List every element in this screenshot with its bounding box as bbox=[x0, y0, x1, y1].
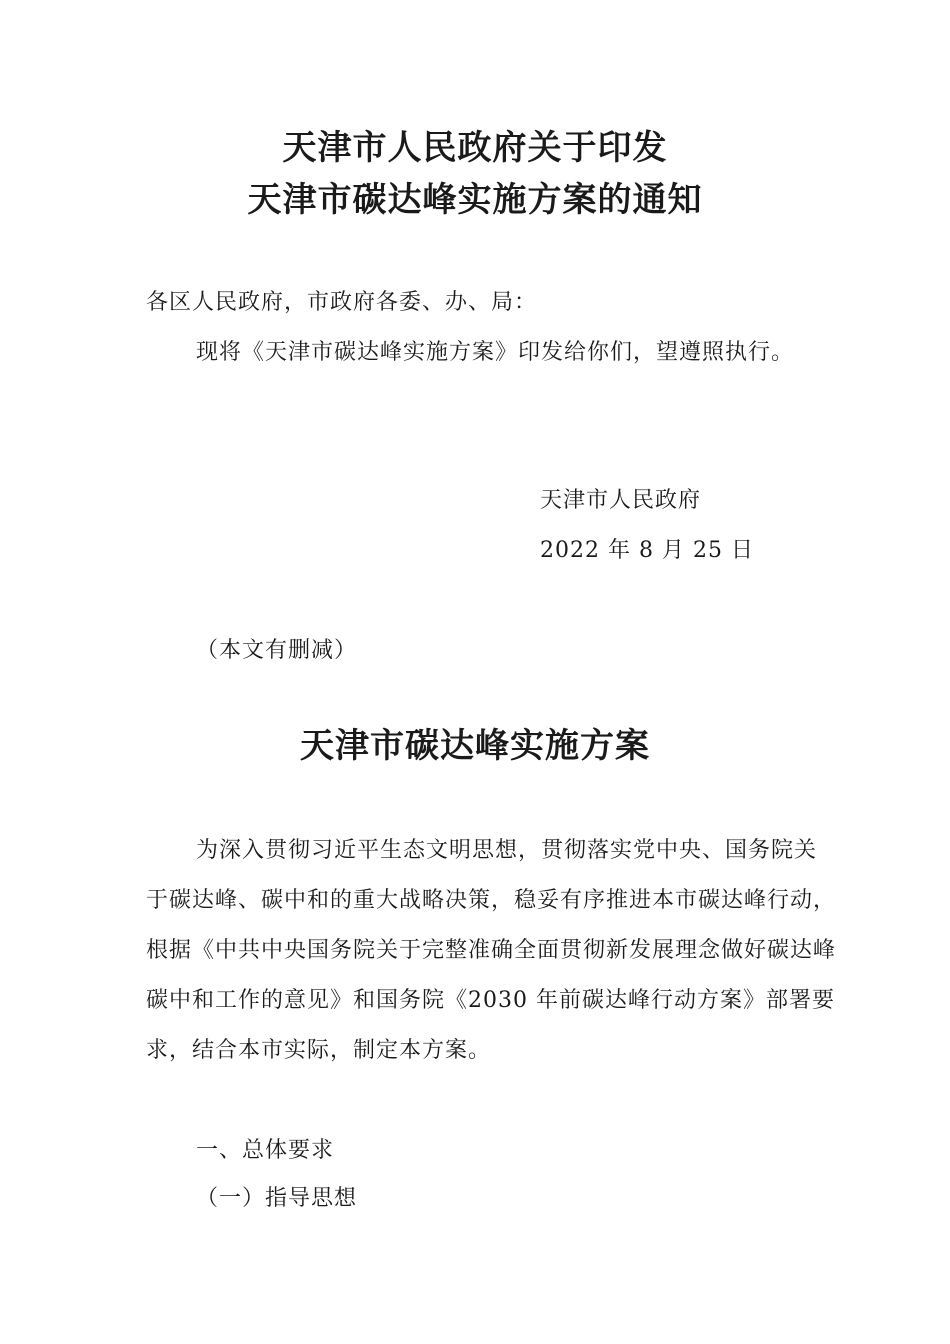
abridged-note: （本文有删减） bbox=[196, 638, 358, 663]
signature-date: 2022 年 8 月 25 日 bbox=[540, 538, 754, 563]
signature-organization: 天津市人民政府 bbox=[540, 488, 702, 513]
salutation: 各区人民政府，市政府各委、办、局： bbox=[146, 290, 538, 315]
plan-title: 天津市碳达峰实施方案 bbox=[300, 726, 650, 766]
notice-title-line2: 天津市碳达峰实施方案的通知 bbox=[247, 180, 703, 220]
section-heading-guiding-ideology: （一）指导思想 bbox=[196, 1186, 358, 1211]
plan-intro-paragraph: 为深入贯彻习近平生态文明思想，贯彻落实党中央、国务院关于碳达峰、碳中和的重大战略决策，稳妥有序推进本市碳达峰行动，根据《中共中央国务院关于完整准确全面贯彻新发展理念做好碳达峰碳中和工作的意见》和国务院《2030 年前碳达峰行动方案》部署要求，结合本市实际，制定本方案。 bbox=[146, 838, 837, 1063]
notice-title-line1: 天津市人民政府关于印发 bbox=[282, 128, 668, 168]
notice-paragraph: 现将《天津市碳达峰实施方案》印发给你们，望遵照执行。 bbox=[196, 340, 795, 365]
section-heading-general-requirements: 一、总体要求 bbox=[196, 1138, 335, 1163]
